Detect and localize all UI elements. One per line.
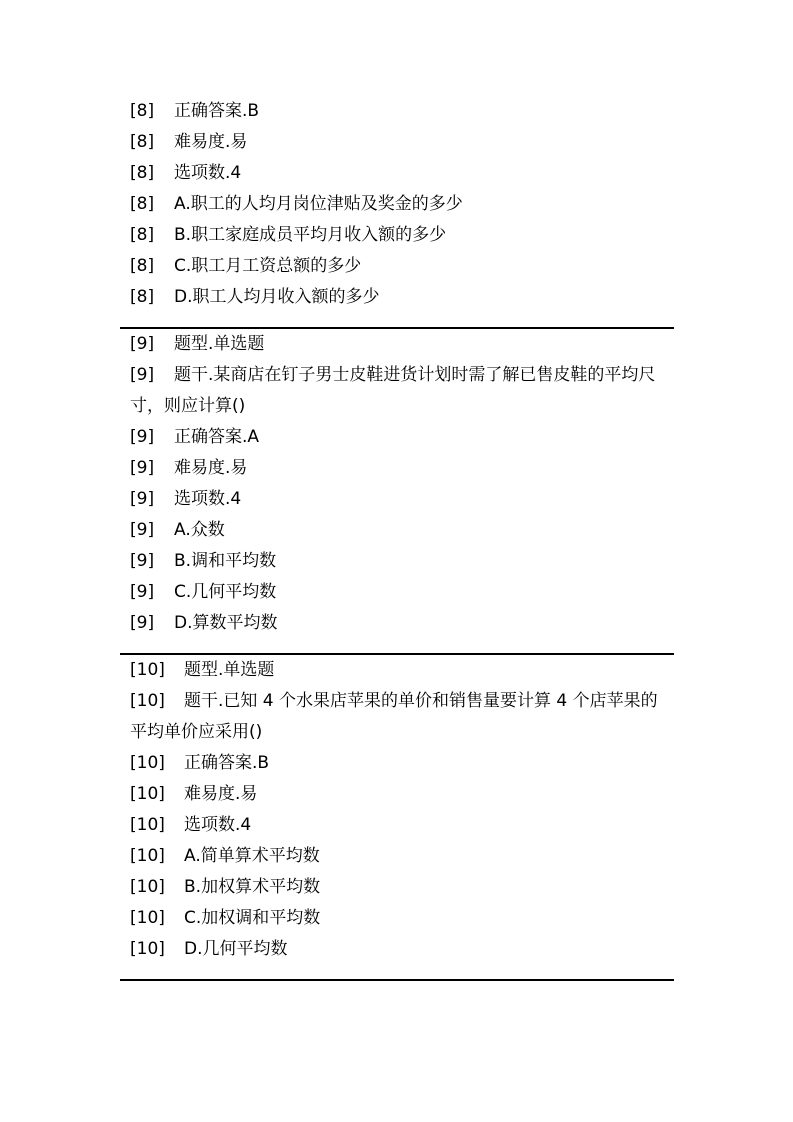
question-tag: [8]: [130, 132, 155, 152]
line-text: 题型.单选题: [174, 334, 265, 354]
question-9-option-c: [120, 577, 674, 608]
question-tag: [10]: [130, 846, 165, 866]
question-tag: [10]: [130, 908, 165, 928]
line-text: 难易度.易: [174, 458, 248, 478]
question-tag: [9]: [130, 613, 155, 633]
question-10-type: [120, 655, 674, 686]
question-tag: [8]: [130, 287, 155, 307]
question-tag: [8]: [130, 256, 155, 276]
question-tag: [10]: [130, 660, 165, 680]
section-divider: [120, 979, 674, 981]
question-tag: [9]: [130, 520, 155, 540]
question-10-option-c: [120, 903, 674, 934]
line-text: 难易度.易: [184, 784, 258, 804]
line-text: 题干.某商店在钉子男士皮鞋进货计划时需了解已售皮鞋的平均尺寸，则应计算(): [130, 365, 656, 416]
line-text: C.几何平均数: [174, 582, 277, 602]
question-tag: [10]: [130, 784, 165, 804]
line-text: 选项数.4: [174, 163, 242, 183]
question-tag: [10]: [130, 877, 165, 897]
question-9-difficulty: [120, 453, 674, 484]
line-text: 题型.单选题: [184, 660, 275, 680]
line-text: B.职工家庭成员平均月收入额的多少: [174, 225, 447, 245]
line-text: A.众数: [174, 520, 225, 540]
question-tag: [9]: [130, 458, 155, 478]
document-page: [120, 96, 674, 981]
line-text: 选项数.4: [174, 489, 242, 509]
line-text: D.算数平均数: [174, 613, 278, 633]
line-text: 正确答案.B: [174, 101, 260, 121]
question-tag: [8]: [130, 101, 155, 121]
question-9-option-count: [120, 484, 674, 515]
question-9-type: [120, 329, 674, 360]
line-text: C.加权调和平均数: [184, 908, 321, 928]
line-text: C.职工月工资总额的多少: [174, 256, 362, 276]
question-tag: [9]: [130, 582, 155, 602]
question-tag: [9]: [130, 551, 155, 571]
question-tag: [8]: [130, 163, 155, 183]
question-tag: [9]: [130, 334, 155, 354]
question-10-option-a: [120, 841, 674, 872]
line-text: 选项数.4: [184, 815, 252, 835]
question-9-answer: [120, 422, 674, 453]
question-8-option-a: [120, 189, 674, 220]
question-10-option-count: [120, 810, 674, 841]
question-10: [120, 655, 674, 965]
question-8-difficulty: [120, 127, 674, 158]
question-9-option-a: [120, 515, 674, 546]
question-8-option-b: [120, 220, 674, 251]
question-tag: [9]: [130, 427, 155, 447]
question-10-stem: [120, 686, 674, 748]
question-10-option-b: [120, 872, 674, 903]
question-8-answer: [120, 96, 674, 127]
question-tag: [8]: [130, 194, 155, 214]
question-10-answer: [120, 748, 674, 779]
question-tag: [10]: [130, 691, 165, 711]
question-8: [120, 96, 674, 313]
line-text: 难易度.易: [174, 132, 248, 152]
line-text: 正确答案.A: [174, 427, 260, 447]
question-tag: [10]: [130, 939, 165, 959]
line-text: 题干.已知 4 个水果店苹果的单价和销售量要计算 4 个店苹果的平均单价应采用(): [130, 691, 658, 742]
line-text: B.调和平均数: [174, 551, 277, 571]
question-8-option-c: [120, 251, 674, 282]
line-text: 正确答案.B: [184, 753, 270, 773]
question-tag: [9]: [130, 365, 155, 385]
question-9-stem: [120, 360, 674, 422]
question-tag: [10]: [130, 753, 165, 773]
question-9-option-b: [120, 546, 674, 577]
line-text: A.简单算术平均数: [184, 846, 320, 866]
question-9: [120, 329, 674, 639]
question-8-option-count: [120, 158, 674, 189]
line-text: D.几何平均数: [184, 939, 288, 959]
line-text: A.职工的人均月岗位津贴及奖金的多少: [174, 194, 463, 214]
question-tag: [10]: [130, 815, 165, 835]
question-tag: [8]: [130, 225, 155, 245]
question-10-difficulty: [120, 779, 674, 810]
line-text: B.加权算术平均数: [184, 877, 321, 897]
question-tag: [9]: [130, 489, 155, 509]
question-8-option-d: [120, 282, 674, 313]
line-text: D.职工人均月收入额的多少: [174, 287, 380, 307]
question-10-option-d: [120, 934, 674, 965]
question-9-option-d: [120, 608, 674, 639]
